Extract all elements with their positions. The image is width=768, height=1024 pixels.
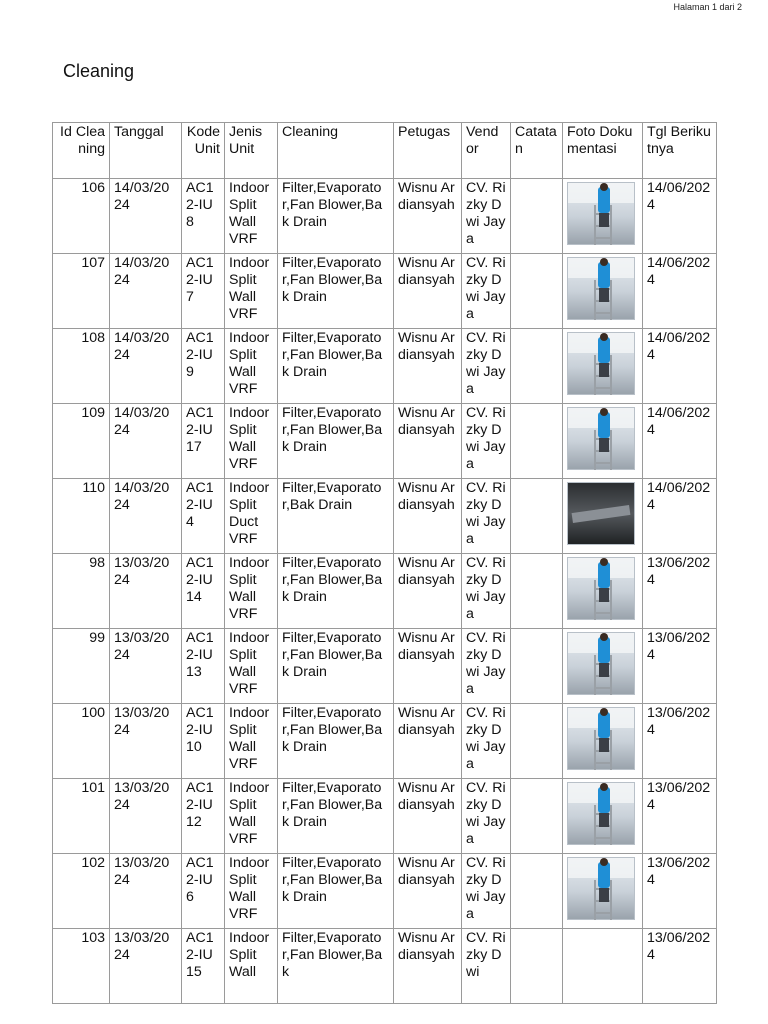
cell-vendor: CV. Rizky Dwi Jaya: [462, 779, 511, 854]
cell-tgl-berikutnya: 14/06/2024: [643, 404, 717, 479]
ladder-rung: [596, 687, 610, 689]
cell-catatan: [511, 329, 563, 404]
cell-foto: [563, 929, 643, 1004]
worker-head: [600, 558, 608, 566]
cell-id: 102: [53, 854, 110, 929]
cell-vendor: CV. Rizky Dwi Jaya: [462, 404, 511, 479]
worker-head: [600, 333, 608, 341]
table-row: [53, 554, 717, 629]
cell-kode-unit: AC12-IU9: [182, 329, 225, 404]
cell-foto: [563, 629, 643, 704]
cell-foto: [563, 404, 643, 479]
cell-foto: [563, 704, 643, 779]
cell-jenis-unit: Indoor Split Wall VRF: [225, 704, 278, 779]
ladder-rung: [596, 837, 610, 839]
cell-tgl-berikutnya: 13/06/2024: [643, 779, 717, 854]
table-header-row: [53, 123, 717, 179]
cell-cleaning: Filter,Evaporator,Fan Blower,Bak Drain: [278, 629, 394, 704]
cell-id: 99: [53, 629, 110, 704]
ladder-rung: [596, 612, 610, 614]
cell-kode-unit: AC12-IU10: [182, 704, 225, 779]
cell-jenis-unit: Indoor Split Wall: [225, 929, 278, 1004]
cell-kode-unit: AC12-IU15: [182, 929, 225, 1004]
duct-unit-photo[interactable]: [567, 482, 635, 545]
cell-petugas: Wisnu Ardiansyah: [394, 929, 462, 1004]
table-row: [53, 629, 717, 704]
cell-jenis-unit: Indoor Split Wall VRF: [225, 404, 278, 479]
worker-on-ladder-photo[interactable]: [567, 557, 635, 620]
cell-jenis-unit: Indoor Split Wall VRF: [225, 554, 278, 629]
cell-cleaning: Filter,Evaporator,Fan Blower,Bak: [278, 929, 394, 1004]
cell-id: 107: [53, 254, 110, 329]
cell-id: 100: [53, 704, 110, 779]
worker-on-ladder-photo[interactable]: [567, 707, 635, 770]
cell-tgl-berikutnya: 14/06/2024: [643, 179, 717, 254]
cell-petugas: Wisnu Ardiansyah: [394, 254, 462, 329]
cell-foto: [563, 854, 643, 929]
ladder-rung: [596, 387, 610, 389]
cell-kode-unit: AC12-IU7: [182, 254, 225, 329]
cell-catatan: [511, 179, 563, 254]
cell-vendor: CV. Rizky Dwi Jaya: [462, 704, 511, 779]
worker-on-ladder-photo[interactable]: [567, 782, 635, 845]
cell-catatan: [511, 404, 563, 479]
page-number: Halaman 1 dari 2: [673, 2, 742, 12]
cell-foto: [563, 779, 643, 854]
worker-legs: [599, 813, 609, 827]
header-id-cleaning: Id Cleaning: [53, 123, 110, 179]
cell-tanggal: 13/03/2024: [110, 854, 182, 929]
cell-catatan: [511, 854, 563, 929]
cell-vendor: CV. Rizky Dwi Jaya: [462, 179, 511, 254]
cell-foto: [563, 554, 643, 629]
cell-vendor: CV. Rizky Dwi Jaya: [462, 329, 511, 404]
table-row: [53, 704, 717, 779]
ladder-rung: [596, 462, 610, 464]
cell-cleaning: Filter,Evaporator,Fan Blower,Bak Drain: [278, 704, 394, 779]
cell-tgl-berikutnya: 13/06/2024: [643, 554, 717, 629]
cell-tanggal: 13/03/2024: [110, 704, 182, 779]
page-title: Cleaning: [63, 61, 135, 81]
cell-tanggal: 13/03/2024: [110, 629, 182, 704]
ladder-rung: [596, 762, 610, 764]
cell-cleaning: Filter,Evaporator,Fan Blower,Bak Drain: [278, 779, 394, 854]
worker-legs: [599, 438, 609, 452]
cell-petugas: Wisnu Ardiansyah: [394, 554, 462, 629]
cell-kode-unit: AC12-IU13: [182, 629, 225, 704]
cell-tgl-berikutnya: 13/06/2024: [643, 854, 717, 929]
table-row: [53, 179, 717, 254]
cell-cleaning: Filter,Evaporator,Fan Blower,Bak Drain: [278, 854, 394, 929]
cell-vendor: CV. Rizky Dwi Jaya: [462, 854, 511, 929]
cell-tgl-berikutnya: 13/06/2024: [643, 704, 717, 779]
cell-petugas: Wisnu Ardiansyah: [394, 854, 462, 929]
table-row: [53, 404, 717, 479]
worker-on-ladder-photo[interactable]: [567, 407, 635, 470]
cell-vendor: CV. Rizky Dwi Jaya: [462, 254, 511, 329]
worker-head: [600, 258, 608, 266]
worker-on-ladder-photo[interactable]: [567, 182, 635, 245]
cell-kode-unit: AC12-IU6: [182, 854, 225, 929]
worker-head: [600, 633, 608, 641]
cleaning-table: [52, 122, 717, 1004]
cell-tanggal: 14/03/2024: [110, 479, 182, 554]
cell-vendor: CV. Rizky Dwi Jaya: [462, 554, 511, 629]
header-jenis-unit: Jenis Unit: [225, 123, 278, 179]
worker-head: [600, 708, 608, 716]
worker-legs: [599, 888, 609, 902]
header-tgl-berikutnya: Tgl Berikutnya: [643, 123, 717, 179]
cell-cleaning: Filter,Evaporator,Fan Blower,Bak Drain: [278, 554, 394, 629]
table-row: [53, 479, 717, 554]
worker-head: [600, 183, 608, 191]
cell-id: 110: [53, 479, 110, 554]
cell-foto: [563, 254, 643, 329]
header-kode-unit: Kode Unit: [182, 123, 225, 179]
cell-foto: [563, 179, 643, 254]
worker-legs: [599, 363, 609, 377]
worker-on-ladder-photo[interactable]: [567, 632, 635, 695]
worker-legs: [599, 588, 609, 602]
cell-foto: [563, 479, 643, 554]
cell-vendor: CV. Rizky Dwi Jaya: [462, 479, 511, 554]
header-vendor: Vendor: [462, 123, 511, 179]
cell-tgl-berikutnya: 13/06/2024: [643, 629, 717, 704]
cell-kode-unit: AC12-IU14: [182, 554, 225, 629]
cell-cleaning: Filter,Evaporator,Fan Blower,Bak Drain: [278, 329, 394, 404]
table-row: [53, 329, 717, 404]
cell-tanggal: 13/03/2024: [110, 554, 182, 629]
ladder-rung: [596, 312, 610, 314]
cell-catatan: [511, 929, 563, 1004]
cell-petugas: Wisnu Ardiansyah: [394, 179, 462, 254]
cell-petugas: Wisnu Ardiansyah: [394, 629, 462, 704]
worker-on-ladder-photo[interactable]: [567, 332, 635, 395]
cell-id: 98: [53, 554, 110, 629]
cell-jenis-unit: Indoor Split Wall VRF: [225, 854, 278, 929]
cell-id: 106: [53, 179, 110, 254]
cell-catatan: [511, 479, 563, 554]
ladder-rung: [596, 912, 610, 914]
cell-tanggal: 14/03/2024: [110, 254, 182, 329]
cell-catatan: [511, 629, 563, 704]
cell-tgl-berikutnya: 13/06/2024: [643, 929, 717, 1004]
header-petugas: Petugas: [394, 123, 462, 179]
cell-id: 109: [53, 404, 110, 479]
cell-tgl-berikutnya: 14/06/2024: [643, 479, 717, 554]
cell-cleaning: Filter,Evaporator,Fan Blower,Bak Drain: [278, 179, 394, 254]
cell-catatan: [511, 779, 563, 854]
worker-on-ladder-photo[interactable]: [567, 257, 635, 320]
cell-jenis-unit: Indoor Split Wall VRF: [225, 254, 278, 329]
cell-jenis-unit: Indoor Split Wall VRF: [225, 329, 278, 404]
worker-legs: [599, 738, 609, 752]
cell-catatan: [511, 704, 563, 779]
header-foto-dokumentasi: Foto Dokumentasi: [563, 123, 643, 179]
cell-cleaning: Filter,Evaporator,Fan Blower,Bak Drain: [278, 254, 394, 329]
cell-id: 101: [53, 779, 110, 854]
cell-tanggal: 13/03/2024: [110, 779, 182, 854]
header-cleaning: Cleaning: [278, 123, 394, 179]
cleaning-table-container: [52, 122, 717, 980]
table-row: [53, 854, 717, 929]
cell-vendor: CV. Rizky Dwi: [462, 929, 511, 1004]
cell-foto: [563, 329, 643, 404]
cell-id: 103: [53, 929, 110, 1004]
cell-tanggal: 14/03/2024: [110, 329, 182, 404]
worker-head: [600, 858, 608, 866]
cell-jenis-unit: Indoor Split Wall VRF: [225, 779, 278, 854]
cell-id: 108: [53, 329, 110, 404]
table-body: [53, 179, 717, 1004]
cell-tanggal: 14/03/2024: [110, 404, 182, 479]
header-tanggal: Tanggal: [110, 123, 182, 179]
cell-jenis-unit: Indoor Split Duct VRF: [225, 479, 278, 554]
cell-tanggal: 13/03/2024: [110, 929, 182, 1004]
duct-shape: [572, 505, 631, 523]
cell-petugas: Wisnu Ardiansyah: [394, 704, 462, 779]
cell-tgl-berikutnya: 14/06/2024: [643, 329, 717, 404]
worker-on-ladder-photo[interactable]: [567, 857, 635, 920]
cell-jenis-unit: Indoor Split Wall VRF: [225, 179, 278, 254]
cell-cleaning: Filter,Evaporator,Fan Blower,Bak Drain: [278, 404, 394, 479]
cell-kode-unit: AC12-IU12: [182, 779, 225, 854]
cell-vendor: CV. Rizky Dwi Jaya: [462, 629, 511, 704]
cell-kode-unit: AC12-IU8: [182, 179, 225, 254]
cell-petugas: Wisnu Ardiansyah: [394, 779, 462, 854]
cell-tgl-berikutnya: 14/06/2024: [643, 254, 717, 329]
worker-head: [600, 408, 608, 416]
worker-legs: [599, 288, 609, 302]
table-row: [53, 254, 717, 329]
cell-catatan: [511, 254, 563, 329]
cell-petugas: Wisnu Ardiansyah: [394, 404, 462, 479]
cell-petugas: Wisnu Ardiansyah: [394, 479, 462, 554]
cell-jenis-unit: Indoor Split Wall VRF: [225, 629, 278, 704]
worker-legs: [599, 213, 609, 227]
ladder-rung: [596, 237, 610, 239]
cell-tanggal: 14/03/2024: [110, 179, 182, 254]
cell-cleaning: Filter,Evaporator,Bak Drain: [278, 479, 394, 554]
cell-kode-unit: AC12-IU4: [182, 479, 225, 554]
cell-kode-unit: AC12-IU17: [182, 404, 225, 479]
cell-catatan: [511, 554, 563, 629]
cell-petugas: Wisnu Ardiansyah: [394, 329, 462, 404]
table-row: [53, 929, 717, 1004]
table-row: [53, 779, 717, 854]
worker-legs: [599, 663, 609, 677]
worker-head: [600, 783, 608, 791]
header-catatan: Catatan: [511, 123, 563, 179]
